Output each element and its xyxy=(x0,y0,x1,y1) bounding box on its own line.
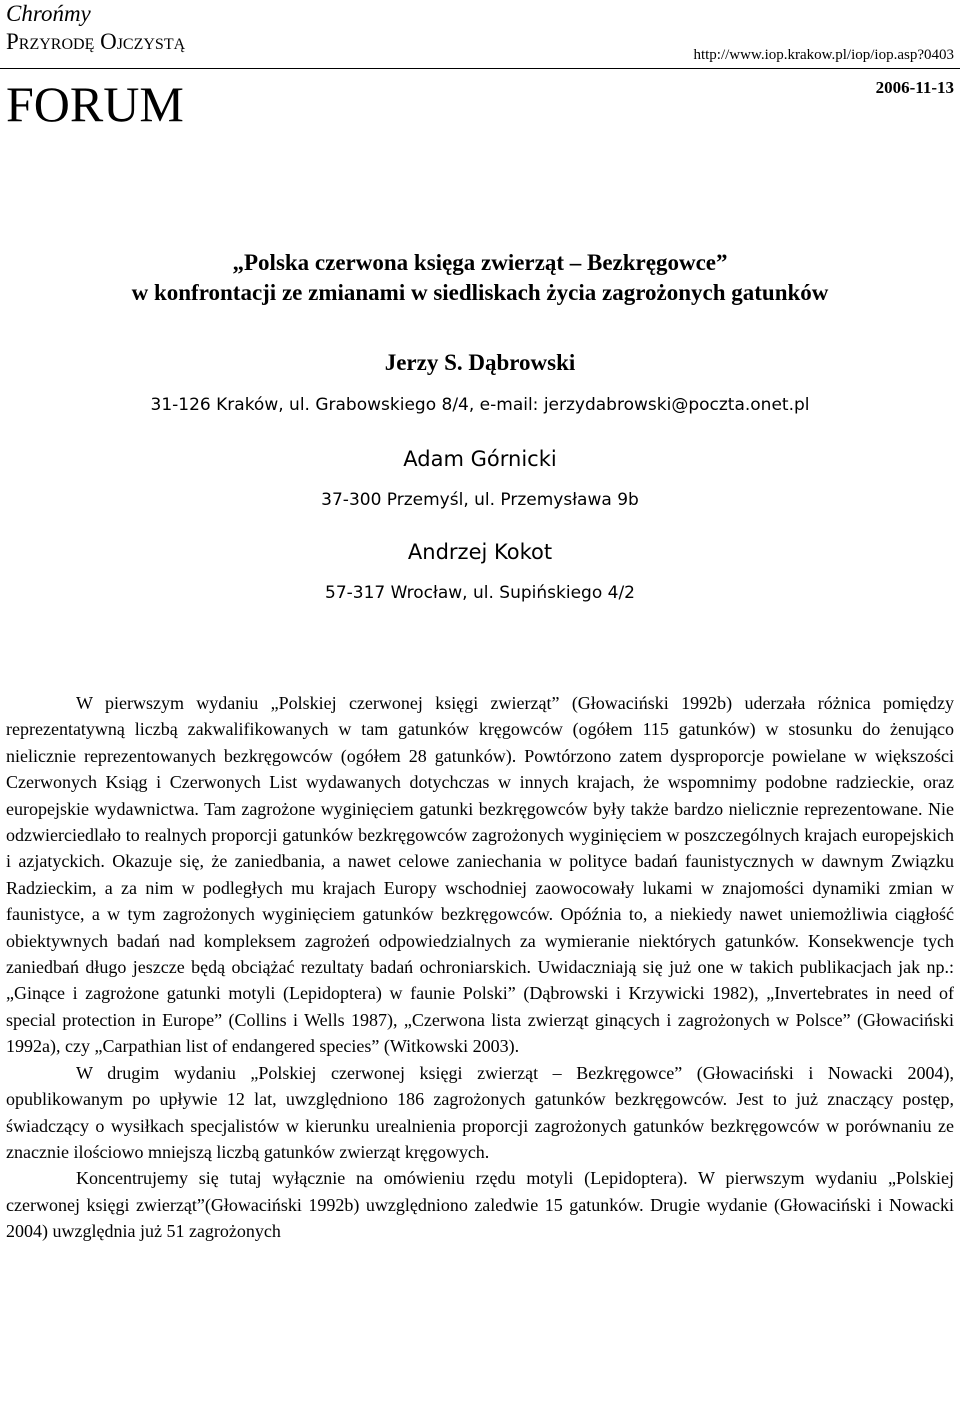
body-paragraph: W drugim wydaniu „Polskiej czerwonej księgi zwierząt – Bezkręgowce” (Głowaciński i Nowacki 2004), opublikowanym po upływie 12 lat, uwzględniono 186 zagrożonych gatunków bezkręgowców. Jest to już znaczący postęp, świadczący o wysiłkach specjalistów w kierunku urealnienia proporcji zagrożonych gatunków bezkręgowców w porównaniu ze znacznie ilościowo mniejszą liczbą gatunków zwierząt kręgowych. xyxy=(6,1062,954,1162)
article-title xyxy=(0,248,960,308)
author-address: 57-317 Wrocław, ul. Supińskiego 4/2 xyxy=(325,583,635,603)
author-name: Andrzej Kokot xyxy=(407,540,553,564)
author-address: 37-300 Przemyśl, ul. Przemysława 9b xyxy=(321,490,639,510)
source-url[interactable]: http://www.iop.krakow.pl/iop/iop.asp?0403 xyxy=(693,47,954,63)
author-address: 31-126 Kraków, ul. Grabowskiego 8/4, e-mail: jerzydabrowski@poczta.onet.pl xyxy=(150,395,810,415)
author-name: Adam Górnicki xyxy=(403,447,557,471)
section-title: FORUM xyxy=(6,76,184,132)
journal-name-line1: Chrońmy xyxy=(6,1,91,26)
article-title-line1: „Polska czerwona księga zwierząt – Bezkręgowce” xyxy=(232,250,728,275)
body-paragraph: W pierwszym wydaniu „Polskiej czerwonej księgi zwierząt” (Głowaciński 1992b) uderzała różnica pomiędzy reprezentatywną liczbą zakwalifikowanych w tam gatunków kręgowców (ogółem 115 gatunków) w stosunku do żenująco nielicznie reprezentowanych bezkręgowców (ogółem 28 gatunków). Powtórzono zatem dysproporcje powielane w większości Czerwonych Ksiąg i Czerwonych List wydawanych dotychczas w innych krajach, że wspomnimy podobne radzieckie, oraz europejskie wydawnictwa. Tam zagrożone wyginięciem gatunki bezkręgowców były także bardzo nielicznie reprezentowane. Nie odzwierciedlało to realnych proporcji gatunków bezkręgowców zagrożonych wyginięciem w poszczególnych krajach europejskich i azjatyckich. Okazuje się, że zaniedbania, a nawet celowe zaniechania w polityce badań faunistycznych w dawnym Związku Radzieckim, a za nim w podległych mu krajach Europy wschodniej zaowocowały lukami w znajomości dynamiki zmian w faunistyce, a w tym zagrożonych wyginięciem gatunków bezkręgowców. Opóźnia to, a niekiedy nawet uniemożliwia ciągłość obiektywnych badań nad kompleksem zagrożeń odpowiedzialnych za wymieranie niektórych gatunków. Konsekwencje tych zaniedbań długo jeszcze będą obciążać rezultaty badań ochroniarskich. Uwidaczniają się już one w takich publikacjach jak np.: „Ginące i zagrożone gatunki motyli (Lepidoptera) w faunie Polski” (Dąbrowski i Krzywicki 1982), „Invertebrates in need of special protection in Europe” (Collins i Wells 1987), „Czerwona lista zwierząt ginących i zagrożonych w Polsce” (Głowaciński 1992a), czy „Carpathian list of endangered species” (Witkowski 2003). xyxy=(6,693,954,1057)
header-divider xyxy=(0,68,960,69)
journal-name xyxy=(6,0,185,56)
publication-date: 2006-11-13 xyxy=(875,78,954,97)
article-body xyxy=(6,690,954,1245)
author-name: Jerzy S. Dąbrowski xyxy=(384,350,576,375)
article-title-line2: w konfrontacji ze zmianami w siedliskach życia zagrożonych gatunków xyxy=(131,280,829,305)
journal-name-line2: Przyrodę Ojczystą xyxy=(6,29,186,54)
body-paragraph: Koncentrujemy się tutaj wyłącznie na omówieniu rzędu motyli (Lepidoptera). W pierwszym wydaniu „Polskiej czerwonej księgi zwierząt”(Głowaciński 1992b) uwzględniono zaledwie 15 gatunków. Drugie wydanie (Głowaciński i Nowacki 2004) uwzględnia już 51 zagrożonych xyxy=(6,1168,954,1242)
